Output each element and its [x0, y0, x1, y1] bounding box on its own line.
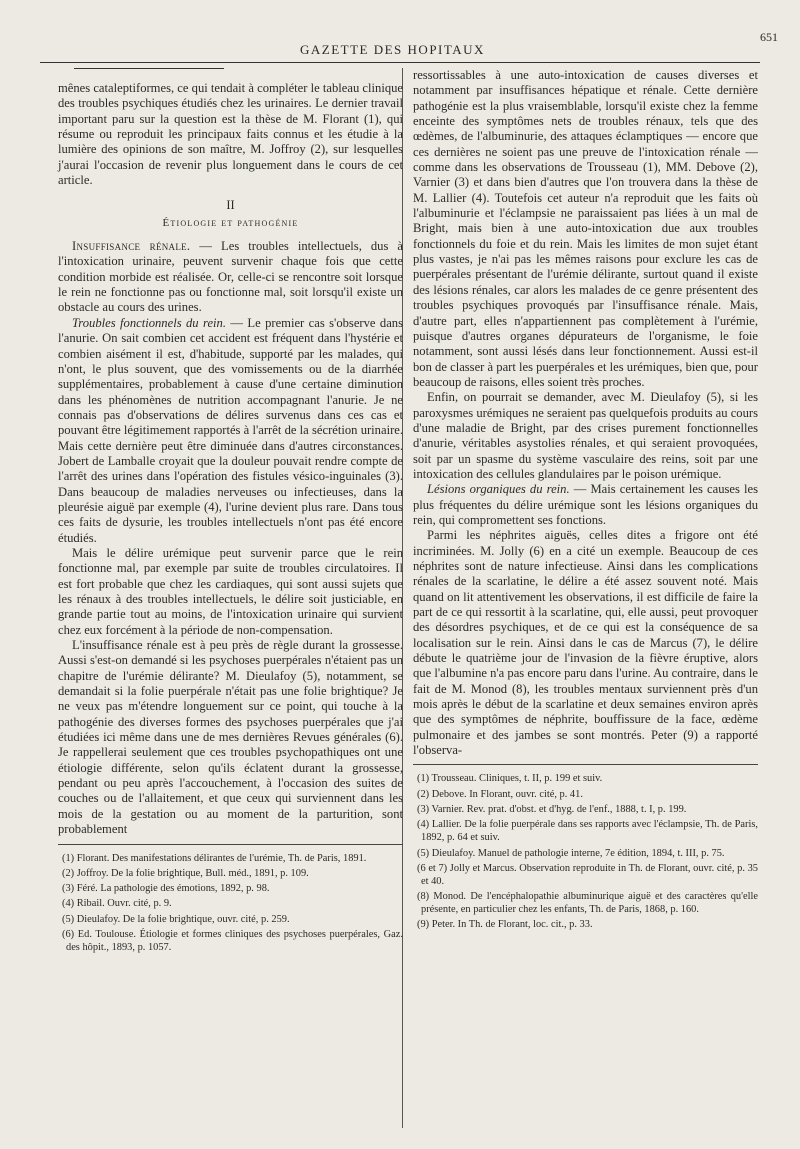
footnote: (1) Trousseau. Cliniques, t. II, p. 199 et suiv.: [417, 773, 603, 785]
run-in-heading-insuffisance: Insuffisance rénale.: [72, 239, 191, 254]
page-number: 651: [760, 30, 778, 44]
paragraph-dieulafoy: Enfin, on pourrait se demander, avec M. Dieulafoy (5), si les paroxysmes urémiques ne seraient pas quelquefois produits au cours d'une maladie de Bright, par des crises purement fonctionnelles d'anurie, véritables asystolies rénales, et qui seraient provoquées, soit par un spasme du système vasculaire des reins, soit par une intoxication des cellules glandulaires par le poison urémique.: [413, 390, 758, 481]
section-title: Étiologie et pathogénie: [162, 216, 299, 229]
footnote-rule: [58, 844, 403, 845]
footnote: (3) Féré. La pathologie des émotions, 1892, p. 98.: [62, 883, 270, 895]
footnote: (3) Varnier. Rev. prat. d'obst. et d'hyg. de l'enf., 1888, t. I, p. 199.: [417, 804, 687, 816]
top-short-rule: [74, 68, 224, 69]
paragraph-delire-uremique: Mais le délire urémique peut survenir parce que le rein fonctionne mal, par exemple par suite de troubles circulatoires. Il est fort probable que chez les cardiaques, qui sont aussi sujets que les rénaux à des troubles intellectuels, le délire soit justiciable, en grande partie tout au moins, de l'intoxication urinaire qui survient chez eux forcément à la période de non-compensation.: [58, 545, 403, 637]
footnote: (5) Dieulafoy. De la folie brightique, ouvr. cité, p. 259.: [62, 913, 290, 925]
run-in-heading-troubles: Troubles fonctionnels du rein.: [72, 315, 226, 330]
left-column: [58, 68, 403, 957]
header-rule: [40, 62, 760, 63]
footnotes-right: [413, 773, 758, 932]
footnote: (8) Monod. De l'encéphalopathie albuminurique aiguë et des caractères qu'elle présente, en particulier chez les enfants, Th. de Paris, 1868, p. 160.: [417, 891, 758, 915]
paragraph-intro-continued: mênes cataleptiformes, ce qui tendait à compléter le tableau clinique des troubles psychiques étudiés chez les urinaires. Le dernier travail important paru sur la question est la thèse de M. Florant (1), qui résume ou reproduit les principaux faits connus et les étudie à la lumière des opinions de son maître, M. Joffroy (2), sur lesquelles j'aurai l'occasion de revenir plus longuement dans le cours de cet article.: [58, 81, 403, 188]
footnote: (6) Ed. Toulouse. Étiologie et formes cliniques des psychoses puerpérales, Gaz. des hôpit., 1893, p. 1057.: [62, 928, 403, 953]
paragraph-text: — Les troubles intellectuels, dus à l'intoxication urinaire, peuvent survenir chaque fois que cette condition morbide est réalisée. Or, celle-ci se rencontre soit lorsque le rein ne fonctionne pas ou fonctionne mal, soit lorsqu'il existe un obstacle au cours des urines.: [58, 239, 403, 315]
paragraph-auto-intoxication: ressortissables à une auto-intoxication de causes diverses et notamment par insuffisances hépatique et rénale. Cette dernière pathogénie est la plus vraisemblable, lorsqu'il existe chez la femme enceinte des symptômes nets de troubles rénaux, tels que des œdèmes, de l'albuminurie, des attaques éclamptiques — encore que ces dernières ne soient pas une preuve de l'intoxication rénale — comme dans les observations de Trousseau (1), MM. Debove (2), Varnier (3) et dans bien d'autres que l'on trouvera dans la thèse de M. Lallier (4). Toutefois cet auteur n'a reproduit que les faits où l'albuminurie et l'éclampsie ne paraissaient pas liées à un mal de Bright, mais bien à une auto-intoxication due aux troubles fonctionnels du foie et du rein. Mais les limites de mon sujet étant plus vastes, je n'ai pas les mêmes raisons pour exclure les cas de puerpérales présentant de l'urémie délirante, surtout quand il existe des lésions rénales, car alors les malades de ce genre présentent des troubles psychiques provoqués par l'insuffisance rénale. Mais, d'autre part, elles n'appartiennent pas complètement à l'urémie, puisque d'autres organes dépurateurs de l'organisme, le foie notamment, sont aussi lésés dans leur fonctionnement. Aussi est-il bon de classer à part les puerpérales et les urémiques, bien que, pour beaucoup de raisons, elles soient très proches.: [413, 68, 758, 389]
run-in-heading-lesions: Lésions organiques du rein.: [427, 482, 570, 497]
footnote: (4) Lallier. De la folie puerpérale dans ses rapports avec l'éclampsie, Th. de Paris, 1892, p. 64 et suiv.: [417, 819, 758, 844]
page-header: [0, 30, 800, 64]
footnotes-left: [58, 853, 403, 955]
footnote: (5) Dieulafoy. Manuel de pathologie interne, 7e édition, 1894, t. III, p. 75.: [417, 847, 725, 859]
footnote-rule: [413, 764, 758, 765]
paragraph-text: — Mais certainement les causes les plus fréquentes du délire urémique sont les lésions organiques du rein, qui compromettent ses fonctions.: [413, 482, 758, 527]
footnote: (9) Peter. In Th. de Florant, loc. cit., p. 33.: [417, 919, 593, 931]
right-column: [413, 68, 758, 935]
footnote: (2) Joffroy. De la folie brightique, Bull. méd., 1891, p. 109.: [62, 867, 309, 879]
paragraph-insuffisance-renale: [58, 239, 403, 316]
paragraph-troubles-fonctionnels: [58, 316, 403, 546]
paragraph-text: — Le premier cas s'observe dans l'anurie. On sait combien cet accident est fréquent dans l'hystérie et combien aisément il est, d'habitude, supporté par les malades, qui n'ont, le plus souvent, que des vomissements ou de la diarrhée supplémentaires, probablement à cause d'une certaine diminution dans les phénomènes de nutrition accompagnant l'anurie. Je ne connais pas d'observations de délires survenus dans ces cas et pouvant être légitimement rapportés à l'arrêt de la sécrétion urinaire. Mais cette dernière peut être diminuée dans d'autres circonstances. Jobert de Lamballe croyait que la douleur pouvait rendre compte de l'arrêt des urines dans l'opération des fistules vésico-inguinales (3). Dans beaucoup de maladies nerveuses ou infectieuses, dans la pleurésie aiguë par exemple (4), l'urine devient plus rare. Dans tous ces faits de dysurie, les troubles intellectuels n'ont pas été encore étudiés.: [58, 315, 403, 545]
footnote: (6 et 7) Jolly et Marcus. Observation reproduite in Th. de Florant, ouvr. cité, p. 35 et 40.: [417, 862, 758, 887]
footnote: (2) Debove. In Florant, ouvr. cité, p. 41.: [417, 788, 583, 800]
footnote: (4) Ribail. Ouvr. cité, p. 9.: [62, 898, 172, 910]
paragraph-lesions-organiques: [413, 482, 758, 528]
paragraph-nephrites: Parmi les néphrites aiguës, celles dites a frigore ont été incriminées. M. Jolly (6) en a cité un exemple. Beaucoup de ces néphrites sont de nature infectieuse. Ainsi dans les complications rénales de la scarlatine, le délire a été assez souvent noté. Mais quand on lit attentivement les observations, il est difficile de faire la part de ce qui ressortit à la scarlatine, qui, elle aussi, peut provoquer des désordres psychiques, et de ce qui est la conséquence de sa localisation sur le rein. Ainsi dans le cas de Marcus (7), le délire débute le quatrième jour de l'invasion de la fièvre éruptive, alors que l'albumine n'a pas encore paru dans l'urine. Au contraire, dans le fait de M. Monod (8), les troubles mentaux surviennent près d'un mois après le début de la scarlatine et deux semaines environ après que des symptômes de néphrite, bouffissure de la face, œdème pulmonaire et des jambes se sont montrés. Peter (9) a rapporté l'observa-: [413, 528, 758, 758]
paragraph-grossesse: L'insuffisance rénale est à peu près de règle durant la grossesse. Aussi s'est-on demandé si les psychoses puerpérales n'étaient pas un chapitre de l'urémie délirante? M. Dieulafoy (5), notamment, se demandait si la folie puerpérale n'était pas une folie brightique? Je ne veux pas m'étendre longuement sur ce point, qui touche à la pathogénie des diverses formes des psychoses puerpérales que j'ai étudiées ici même dans une de mes dernières Revues générales (6). Je rappellerai seulement que ces troubles psychopathiques ont une étiologie différente, selon qu'ils éclatent durant la grossesse, pendant ou peu après l'accouchement, à l'occasion des suites de couches ou de l'allaitement, et que ceux qui surviennent dans les mois de la gestation ou au moment de la parturition, sont probablement: [58, 638, 403, 837]
running-title: GAZETTE DES HOPITAUX: [300, 42, 485, 57]
footnote: (1) Florant. Des manifestations délirantes de l'urémie, Th. de Paris, 1891.: [62, 852, 367, 864]
section-number: II: [226, 198, 235, 213]
